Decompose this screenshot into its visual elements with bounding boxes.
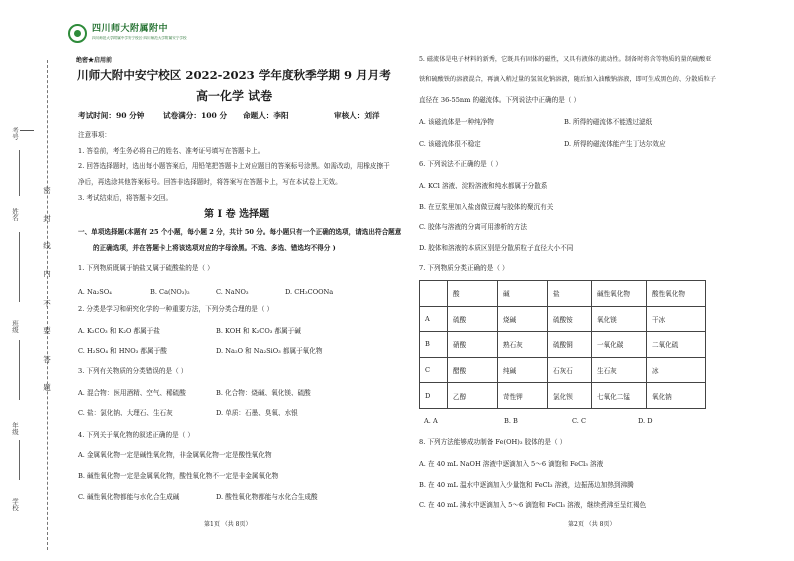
- table-cell: 石灰石: [548, 357, 592, 383]
- seal-char: 封: [43, 214, 51, 223]
- divider: [20, 130, 34, 131]
- seal-char: 密: [43, 186, 51, 195]
- table-cell: B: [420, 332, 448, 358]
- table-cell: 硝酸: [448, 332, 498, 358]
- table-cell: 硫酸铵: [548, 306, 592, 332]
- exam-reviewer: 审核人：刘洋: [334, 111, 380, 120]
- section-instructions: 一、单项选择题(本题有 25 个小题，每小题 2 分，共计 50 分。每小题只有一个正确的选项，请选出符合题意: [78, 228, 402, 236]
- question-stem: 5. 磁流体是电子材料的新秀，它既具有固体的磁性，又具有液体的流动性。制备时将含等物质的量的硫酸亚: [419, 56, 712, 63]
- fill-line: [19, 150, 20, 196]
- question-stem: 直径在 36-55nm 的磁流体。下列说法中正确的是（ ）: [419, 96, 581, 104]
- option-c: C. 盐：氯化钠、大理石、生石灰: [78, 409, 173, 417]
- option-a: A. 该磁流体是一种纯净物: [419, 118, 494, 126]
- table-row: [420, 332, 706, 358]
- table-cell: 干冰: [647, 306, 706, 332]
- table-header-row: [420, 281, 706, 307]
- table-cell: 醋酸: [448, 357, 498, 383]
- page-footer-left: 第1页 （共 8页）: [204, 521, 252, 528]
- exam-time: 考试时间：90 分钟: [78, 111, 145, 120]
- option-b: B. 在豆浆里加入盐卤做豆腐与胶体的聚沉有关: [419, 203, 554, 211]
- page-footer-right: 第2页 （共 8页）: [568, 521, 616, 528]
- option-c: C. H₂SO₄ 和 HNO₃ 都属于酸: [78, 347, 167, 355]
- section-title: 第 I 卷 选择题: [204, 209, 270, 220]
- option-b: B. 所得的磁流体不能透过滤纸: [564, 118, 653, 126]
- option-b: B. KOH 和 K₂CO₃ 都属于碱: [216, 327, 301, 335]
- fill-line: [19, 232, 20, 302]
- table-cell: 一氧化碳: [592, 332, 647, 358]
- table-cell: 氯化钡: [548, 383, 592, 409]
- seal-char: 要: [43, 326, 51, 335]
- school-emblem-icon: [68, 24, 87, 43]
- question-stem: 3. 下列有关物质的分类错误的是（ ）: [78, 367, 188, 375]
- option-a: A. 混合物：医用酒精、空气、稀硫酸: [78, 389, 186, 397]
- option-d: D. CH₃COONa: [285, 288, 334, 296]
- option-a: A. Na₂SO₄: [78, 288, 112, 296]
- table-cell: 生石灰: [592, 357, 647, 383]
- table-row: [420, 306, 706, 332]
- binding-label-grade: 年级: [11, 422, 19, 435]
- table-cell: 硫酸: [448, 306, 498, 332]
- option-c: C. NaNO₃: [216, 288, 249, 296]
- table-cell: 苛性钾: [498, 383, 548, 409]
- table-cell: 熟石灰: [498, 332, 548, 358]
- exam-title: 川师大附中安宁校区 2022-2023 学年度秋季学期 9 月月考: [77, 68, 391, 82]
- seal-char: 题: [43, 383, 51, 392]
- option-d: D. 酸性氧化物都能与水化合生成酸: [216, 493, 318, 501]
- question-stem: 8. 下列方法能够成功制备 Fe(OH)₃ 胶体的是（ ）: [419, 438, 567, 446]
- option-b: B. Ca(NO₃)₂: [150, 288, 190, 296]
- question-stem: 6. 下列说法不正确的是（ ）: [419, 160, 503, 168]
- table-cell: 冰: [647, 357, 706, 383]
- option-a: A. K₂CO₃ 和 K₂O 都属于盐: [78, 327, 160, 335]
- option-c: C. 胶体与溶液的分离可用渗析的方法: [419, 223, 527, 231]
- table-header-cell: 盐: [548, 281, 592, 307]
- fill-line: [19, 440, 20, 480]
- exam-score: 试卷满分：100 分: [163, 111, 228, 120]
- binding-label-class: 班级: [11, 320, 19, 333]
- table-cell: C: [420, 357, 448, 383]
- school-subtitle: 四川师范大学附属中学安宁校区·四川师范大学附属安宁学校: [92, 36, 187, 40]
- option-d: D. D: [638, 417, 653, 425]
- option-a: A. KCl 溶液、淀粉溶液和纯水都属于分散系: [419, 182, 548, 190]
- table-cell: 硫酸铜: [548, 332, 592, 358]
- binding-label-kaohao: 考号: [11, 127, 19, 140]
- seal-char: 线: [43, 241, 51, 250]
- option-a: A. 金属氧化物一定是碱性氧化物，非金属氧化物一定是酸性氧化物: [78, 451, 272, 459]
- note-line: 2. 回答选择题时，选出每小题答案后，用铅笔把答题卡上对应题目的答案标号涂黑。如需改动，用橡皮擦干: [78, 162, 390, 170]
- option-c: C. 在 40 mL 沸水中逐滴加入 5～6 滴饱和 FeCl₃ 溶液，继续煮沸至呈红褐色: [419, 501, 647, 509]
- table-cell: 氧化钠: [647, 383, 706, 409]
- option-d: D. 胶体和溶液的本质区别是分散质粒子直径大小不同: [419, 244, 574, 252]
- question-stem: 铁和硫酸铁的溶液混合，再滴入稍过量的氢氧化钠溶液，随后加入油酸钠溶液，即可生成黑色的、分散质粒子: [419, 76, 716, 83]
- table-cell: 乙醇: [448, 383, 498, 409]
- note-line: 3. 考试结束后，将答题卡交回。: [78, 194, 173, 202]
- question-stem: 1. 下列物质既属于钠盐又属于硫酸盐的是（ ）: [78, 264, 214, 272]
- binding-label-name: 姓名: [11, 208, 19, 221]
- notes-heading: 注意事项：: [78, 131, 111, 139]
- option-b: B. B: [504, 417, 518, 425]
- option-b: B. 化合物：烧碱、氧化镁、硫酸: [216, 389, 311, 397]
- option-a: A. 在 40 mL NaOH 溶液中逐滴加入 5～6 滴饱和 FeCl₃ 溶液: [419, 460, 604, 468]
- seal-char: 内: [43, 269, 51, 278]
- seal-char: 答: [43, 355, 51, 364]
- option-c: C. 该磁流体很不稳定: [419, 140, 481, 148]
- option-b: B. 在 40 mL 温水中逐滴加入少量饱和 FeCl₃ 溶液，边振荡边加热到沸腾: [419, 481, 634, 489]
- option-c: C. C: [572, 417, 587, 425]
- table-header-cell: 碱性氧化物: [592, 281, 647, 307]
- option-b: B. 碱性氧化物一定是金属氧化物，酸性氧化物不一定是非金属氧化物: [78, 472, 279, 480]
- option-a: A. A: [424, 417, 438, 425]
- option-d: D. Na₂O 和 Na₂SiO₃ 都属于氧化物: [216, 347, 323, 355]
- exam-author: 命题人：李阳: [243, 111, 289, 120]
- classification-table: [419, 280, 706, 409]
- table-header-cell: 碱: [498, 281, 548, 307]
- table-cell: A: [420, 306, 448, 332]
- fill-line: [19, 340, 20, 400]
- option-c: C. 碱性氧化物都能与水化合生成碱: [78, 493, 180, 501]
- table-cell: D: [420, 383, 448, 409]
- question-stem: 4. 下列关于氧化物的叙述正确的是（ ）: [78, 431, 194, 439]
- table-cell: 二氧化硫: [647, 332, 706, 358]
- exam-subtitle: 高一化学 试卷: [196, 89, 273, 103]
- secret-label: 绝密★启用前: [76, 57, 113, 64]
- question-stem: 7. 下列物质分类正确的是（ ）: [419, 264, 509, 272]
- note-line: 1. 答卷前，考生务必将自己的姓名、准考证号填写在答题卡上。: [78, 147, 265, 155]
- table-cell: 烧碱: [498, 306, 548, 332]
- option-d: D. 单质：石墨、臭氧、水银: [216, 409, 298, 417]
- question-stem: 2. 分类是学习和研究化学的一种重要方法，下列分类合理的是（ ）: [78, 305, 274, 313]
- table-header-cell: 酸性氧化物: [647, 281, 706, 307]
- section-instructions: 的正确选项，并在答题卡上将该选项对应的字母涂黑。不选、多选、错选均不得分 ): [93, 244, 336, 252]
- school-name: 四川师大附属附中: [92, 24, 169, 34]
- table-row: [420, 383, 706, 409]
- table-header-cell: 酸: [448, 281, 498, 307]
- table-cell: 纯碱: [498, 357, 548, 383]
- option-d: D. 所得的磁流体能产生丁达尔效应: [564, 140, 666, 148]
- table-cell: 七氧化二锰: [592, 383, 647, 409]
- binding-label-school: 学校: [11, 498, 19, 511]
- table-row: [420, 357, 706, 383]
- note-line: 净后，再选涂其他答案标号。回答非选择题时，将答案写在答题卡上，写在本试卷上无效。: [78, 178, 342, 186]
- table-header-cell: [420, 281, 448, 307]
- table-cell: 氧化镁: [592, 306, 647, 332]
- seal-char: 不: [43, 299, 51, 308]
